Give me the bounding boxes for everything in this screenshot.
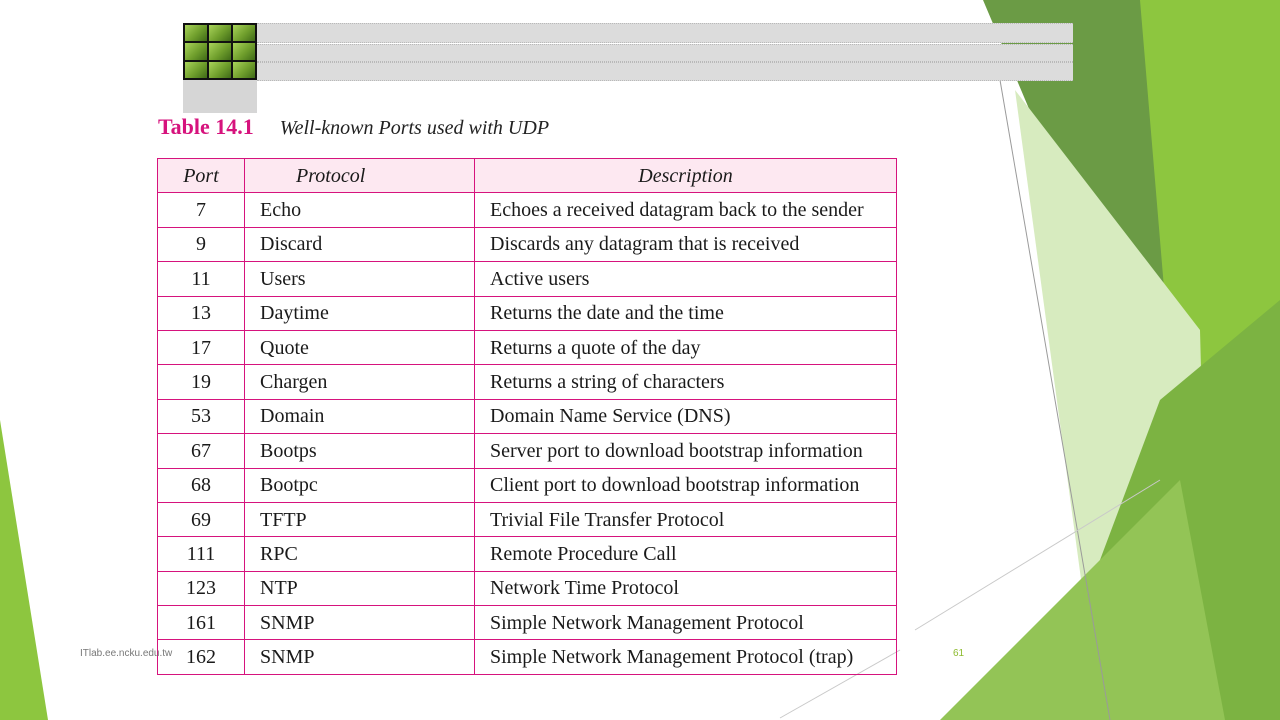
cell-port: 17 <box>158 330 245 364</box>
table-caption: Well-known Ports used with UDP <box>279 117 550 139</box>
cell-port: 7 <box>158 193 245 227</box>
cell-port: 19 <box>158 365 245 399</box>
table-row <box>158 571 897 605</box>
cell-port: 13 <box>158 296 245 330</box>
cell-port: 123 <box>158 571 245 605</box>
cell-description: Echoes a received datagram back to the sender <box>475 193 897 227</box>
decorative-grid-shadow <box>183 80 257 113</box>
decorative-band <box>257 44 1073 62</box>
grid-cell <box>185 62 207 78</box>
grid-cell <box>233 25 255 41</box>
table-header-row <box>158 159 897 193</box>
cell-protocol: Domain <box>245 399 475 433</box>
cell-protocol: TFTP <box>245 502 475 536</box>
table-row <box>158 365 897 399</box>
cell-protocol: Daytime <box>245 296 475 330</box>
footer-url: ITlab.ee.ncku.edu.tw <box>80 648 173 659</box>
grid-cell <box>209 25 231 41</box>
cell-protocol: Bootpc <box>245 468 475 502</box>
cell-port: 67 <box>158 434 245 468</box>
cell-description: Simple Network Management Protocol <box>475 606 897 640</box>
cell-port: 69 <box>158 502 245 536</box>
cell-port: 161 <box>158 606 245 640</box>
cell-protocol: Quote <box>245 330 475 364</box>
table-number: Table 14.1 <box>158 114 254 139</box>
decorative-band <box>257 62 1073 81</box>
cell-protocol: Discard <box>245 227 475 261</box>
table-row <box>158 502 897 536</box>
cell-port: 162 <box>158 640 245 674</box>
table-row <box>158 468 897 502</box>
table-row <box>158 399 897 433</box>
cell-description: Trivial File Transfer Protocol <box>475 502 897 536</box>
udp-ports-table <box>157 158 897 675</box>
decorative-band <box>257 23 1073 43</box>
cell-protocol: SNMP <box>245 640 475 674</box>
left-green-shape <box>0 420 48 720</box>
decorative-grid-block <box>183 23 257 80</box>
cell-port: 9 <box>158 227 245 261</box>
table-row <box>158 434 897 468</box>
cell-description: Client port to download bootstrap information <box>475 468 897 502</box>
table-row <box>158 330 897 364</box>
table-row <box>158 296 897 330</box>
table-row <box>158 606 897 640</box>
table-row <box>158 537 897 571</box>
cell-protocol: Bootps <box>245 434 475 468</box>
cell-protocol: RPC <box>245 537 475 571</box>
table-row <box>158 262 897 296</box>
cell-description: Discards any datagram that is received <box>475 227 897 261</box>
cell-description: Domain Name Service (DNS) <box>475 399 897 433</box>
cell-port: 111 <box>158 537 245 571</box>
grid-cell <box>185 25 207 41</box>
cell-protocol: Chargen <box>245 365 475 399</box>
cell-description: Returns a quote of the day <box>475 330 897 364</box>
page-number: 61 <box>953 648 965 659</box>
cell-port: 11 <box>158 262 245 296</box>
cell-description: Returns a string of characters <box>475 365 897 399</box>
cell-description: Active users <box>475 262 897 296</box>
grid-cell <box>209 43 231 59</box>
cell-protocol: Users <box>245 262 475 296</box>
cell-description: Network Time Protocol <box>475 571 897 605</box>
header-description: Description <box>475 159 897 193</box>
cell-description: Simple Network Management Protocol (trap) <box>475 640 897 674</box>
cell-port: 53 <box>158 399 245 433</box>
cell-protocol: SNMP <box>245 606 475 640</box>
table-row <box>158 193 897 227</box>
cell-description: Server port to download bootstrap information <box>475 434 897 468</box>
header-port: Port <box>158 159 245 193</box>
grid-cell <box>185 43 207 59</box>
table-row <box>158 227 897 261</box>
cell-description: Remote Procedure Call <box>475 537 897 571</box>
table-title <box>158 114 549 140</box>
cell-port: 68 <box>158 468 245 502</box>
grid-cell <box>209 62 231 78</box>
cell-protocol: NTP <box>245 571 475 605</box>
table-row <box>158 640 897 674</box>
grid-cell <box>233 62 255 78</box>
grid-cell <box>233 43 255 59</box>
header-protocol: Protocol <box>245 159 475 193</box>
cell-protocol: Echo <box>245 193 475 227</box>
cell-description: Returns the date and the time <box>475 296 897 330</box>
